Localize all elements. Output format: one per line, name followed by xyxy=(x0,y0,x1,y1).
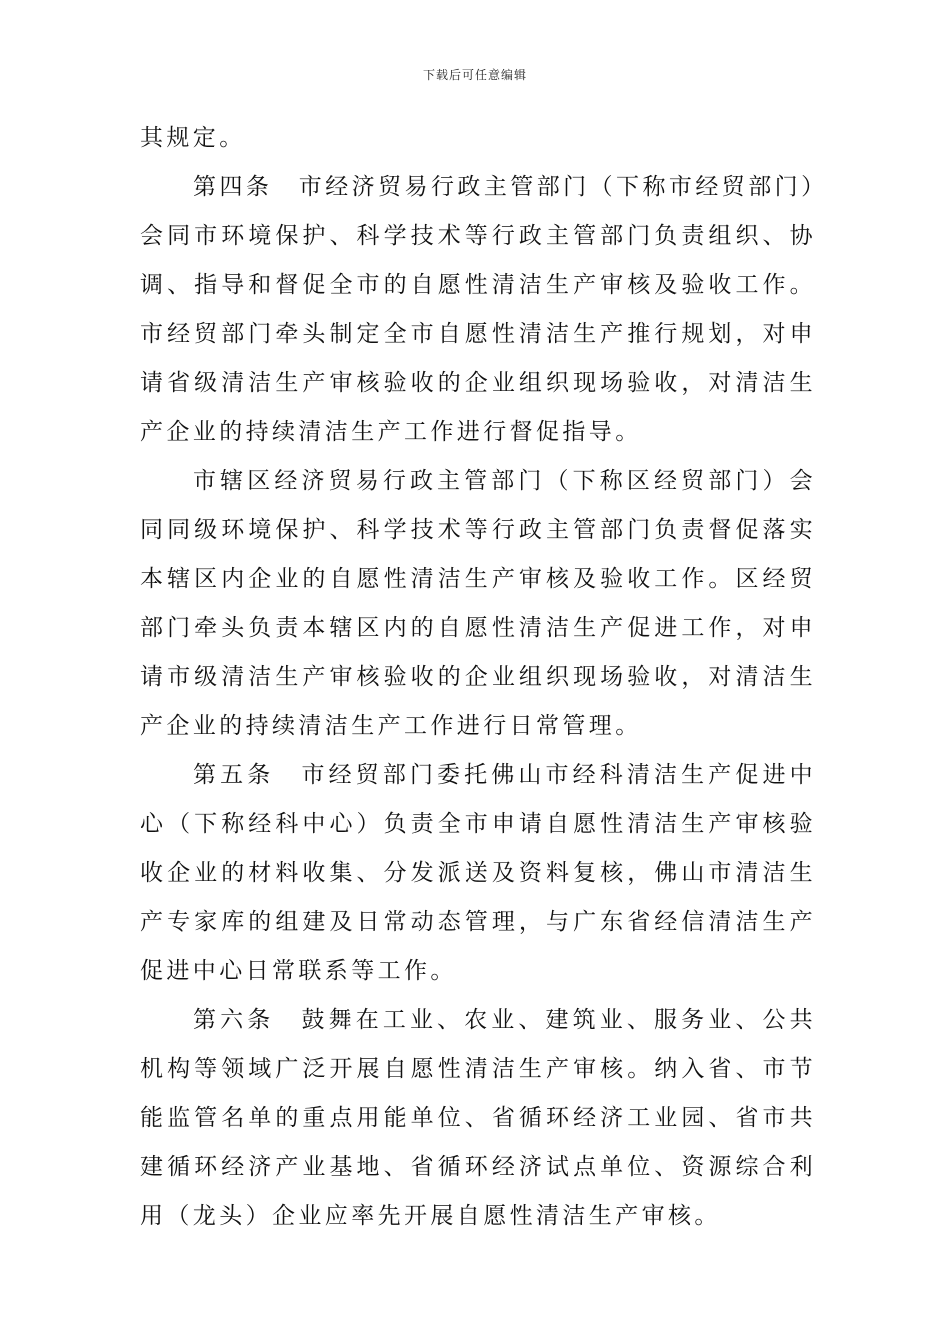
paragraph-district-dept: 市辖区经济贸易行政主管部门（下称区经贸部门）会同同级环境保护、科学技术等行政主管部门负责督促落实本辖区内企业的自愿性清洁生产审核及验收工作。区经贸部门牵头负责本辖区内的自愿性清洁生产促进工作，对申请市级清洁生产审核验收的企业组织现场验收，对清洁生产企业的持续清洁生产工作进行日常管理。 xyxy=(140,468,816,739)
header-note: 下载后可任意编辑 xyxy=(422,68,527,82)
document-body xyxy=(140,114,816,1241)
paragraph-article-4: 第四条 市经济贸易行政主管部门（下称市经贸部门）会同市环境保护、科学技术等行政主管部门负责组织、协调、指导和督促全市的自愿性清洁生产审核及验收工作。市经贸部门牵头制定全市自愿性清洁生产推行规划，对申请省级清洁生产审核验收的企业组织现场验收，对清洁生产企业的持续清洁生产工作进行督促指导。 xyxy=(140,174,816,445)
paragraph-article-6: 第六条 鼓舞在工业、农业、建筑业、服务业、公共机构等领域广泛开展自愿性清洁生产审核。纳入省、市节能监管名单的重点用能单位、省循环经济工业园、省市共建循环经济产业基地、省循环经济试点单位、资源综合利用（龙头）企业应率先开展自愿性清洁生产审核。 xyxy=(140,1007,816,1229)
paragraph-continuation: 其规定。 xyxy=(140,125,246,151)
paragraph-article-5: 第五条 市经贸部门委托佛山市经科清洁生产促进中心（下称经科中心）负责全市申请自愿性清洁生产审核验收企业的材料收集、分发派送及资料复核，佛山市清洁生产专家库的组建及日常动态管理，与广东省经信清洁生产促进中心日常联系等工作。 xyxy=(140,762,816,984)
